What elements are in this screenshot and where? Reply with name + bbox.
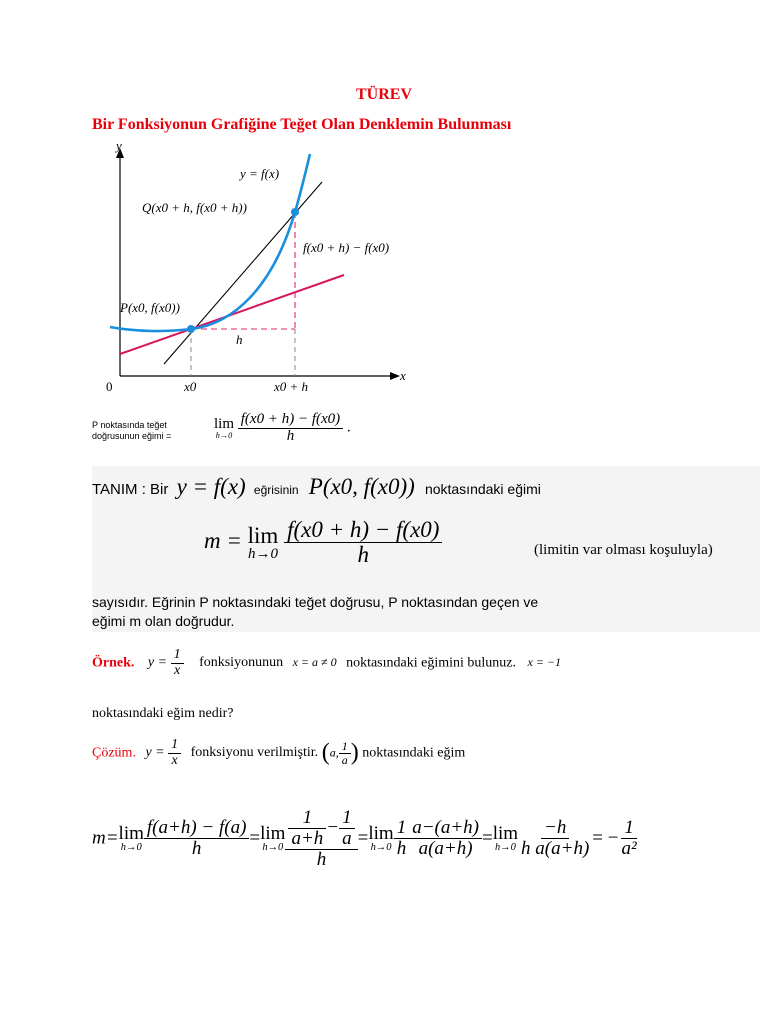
solution-point-den: a (341, 752, 348, 767)
definition-fraction (284, 518, 442, 567)
slope-lim-word: lim (214, 415, 235, 432)
derivation-f4-den: h a(a+h) (521, 838, 590, 860)
derivation-fraction-3 (409, 818, 482, 859)
derivation-f2-inner-1-den: a+h (288, 828, 326, 849)
derivation-f2-inner-2-den: a (339, 828, 355, 849)
slope-caption-line-2: doğrusunun eğimi = (92, 431, 172, 441)
y-axis-label: y (116, 140, 122, 153)
derivation-result (618, 818, 639, 859)
definition-condition: (limitin var olması koşuluyla) (534, 542, 713, 558)
derivation-eq-3: = (481, 827, 493, 849)
derivation-lim-4 (493, 824, 518, 853)
derivation-f1-den: h (191, 838, 202, 860)
solution-label: Çözüm. (92, 745, 136, 761)
derivation-lim-sub-2: h→0 (262, 842, 284, 854)
definition-func: y = f(x) (176, 474, 246, 499)
tick-x0h-label: x0 + h (274, 379, 309, 394)
example-fraction (171, 648, 184, 678)
example-line (92, 648, 561, 678)
solution-point: ( (321, 739, 330, 766)
definition-line-4: eğimi m olan doğrudur. (92, 613, 235, 629)
point-q-label: Q(x0 + h, f(x0 + h)) (142, 200, 247, 215)
derivation (92, 808, 640, 870)
example-text-2: noktasındaki eğimini bulunuz. (346, 655, 516, 671)
slope-formula: lim h→0 $\frac{f(x0 + h) - f(x0)}{h}$ . (214, 411, 351, 444)
derivation-f1-num: f(a+h) − f(a) (144, 818, 250, 839)
derivation-fraction-3a (394, 818, 410, 859)
slope-lim (214, 417, 234, 440)
solution-point-fraction (339, 740, 351, 766)
derivation-f2-minus: − (326, 816, 340, 838)
definition-numerator: f(x0 + h) − f(x0) (284, 518, 442, 543)
solution-point-num: 1 (339, 740, 351, 754)
derivation-lim-word-4: lim (492, 823, 519, 845)
derivation-fraction-4 (518, 818, 592, 859)
slope-numerator: f(x0 + h) − f(x0) (238, 412, 343, 429)
definition-point: P(x0, f(x0)) (308, 474, 415, 499)
derivation-result-sign: = − (592, 827, 619, 849)
derivation-m: m= (92, 827, 119, 849)
tick-x0-label: x0 (184, 379, 197, 394)
solution-line (92, 738, 465, 768)
derivation-lim-word-1: lim (118, 823, 144, 845)
derivation-lim-3 (368, 824, 393, 853)
derivation-eq-2: = (357, 827, 369, 849)
derivation-lim-word-3: lim (368, 823, 394, 845)
solution-fraction (168, 738, 181, 768)
definition-denominator: h (357, 542, 369, 568)
solution-text-2: noktasındaki eğim (362, 745, 466, 761)
derivation-f3-pre-den: h (396, 838, 407, 860)
example-y: y = (147, 655, 168, 671)
definition-lim (248, 524, 279, 562)
derivation-f3-den: a(a+h) (418, 838, 473, 860)
curve-label: y = f(x) (240, 166, 280, 181)
derivation-f2-inner-2: 1 (342, 807, 352, 828)
derivation-f3-pre-num: 1 (394, 818, 410, 839)
solution-num: 1 (168, 738, 181, 754)
solution-point-a: a, (329, 745, 339, 760)
derivation-result-den: a² (621, 838, 637, 860)
slope-caption (92, 420, 171, 442)
derivation-result-num: 1 (621, 818, 637, 839)
derivation-f3-num: a−(a+h) (409, 818, 482, 839)
solution-point-close: ) (350, 739, 359, 766)
derivation-eq-1: = (249, 827, 261, 849)
definition-formula (204, 518, 442, 567)
point-p-marker (187, 325, 195, 333)
definition-m: m = (204, 527, 242, 553)
tangent-figure (92, 140, 432, 400)
derivation-f4-num: −h (541, 818, 569, 839)
page-title: TÜREV (355, 86, 412, 103)
slope-denominator: h (286, 427, 295, 444)
derivation-f2-inner-1: 1 (302, 807, 313, 828)
definition-line-1 (92, 474, 541, 500)
example-cond: x = a ≠ 0 (292, 655, 337, 670)
example-label: Örnek. (92, 655, 135, 671)
derivation-f2-num (285, 808, 357, 850)
example-den: x (173, 662, 181, 678)
derivation-lim-sub-3: h→0 (370, 842, 392, 854)
slope-lim-sub: h→0 (215, 430, 233, 440)
solution-y: y = (145, 745, 165, 761)
definition-lim-sub: h→0 (247, 545, 278, 562)
solution-text-1: fonksiyonu verilmiştir. (190, 745, 319, 761)
difference-label: f(x0 + h) − f(x0) (303, 240, 390, 255)
example-cond-2: x = −1 (527, 655, 562, 670)
derivation-lim-1 (119, 824, 144, 853)
definition-lim-word: lim (247, 522, 279, 548)
derivation-fraction-2 (285, 808, 357, 870)
section-heading: Bir Fonksiyonun Grafiğine Teğet Olan Denklemin Bulunması (92, 116, 512, 133)
x-axis-arrow (390, 372, 400, 380)
example-line-2: noktasındaki eğim nedir? (92, 706, 234, 721)
definition-text-2: noktasındaki eğimi (424, 481, 541, 497)
point-q-marker (291, 208, 299, 216)
derivation-fraction-1 (144, 818, 250, 859)
h-label: h (236, 332, 243, 347)
origin-label: 0 (106, 379, 113, 394)
derivation-lim-sub-4: h→0 (494, 842, 516, 854)
definition-text-1: eğrisinin (253, 483, 299, 497)
derivation-lim-2 (260, 824, 285, 853)
definition-line-3: sayısıdır. Eğrinin P noktasındaki teğet doğrusu, P noktasından geçen ve (92, 594, 539, 610)
example-text-1: fonksiyonunun (199, 655, 284, 671)
derivation-lim-word-2: lim (260, 823, 286, 845)
x-axis-label: x (400, 368, 406, 383)
definition-label: TANIM : Bir (92, 481, 169, 498)
derivation-f2-den: h (316, 848, 327, 870)
point-p-label: P(x0, f(x0)) (120, 300, 180, 315)
slope-caption-line-1: P noktasında teğet (92, 420, 167, 430)
derivation-lim-sub-1: h→0 (120, 842, 142, 854)
example-num: 1 (171, 648, 184, 664)
slope-fraction (238, 412, 343, 445)
solution-den: x (171, 752, 178, 768)
